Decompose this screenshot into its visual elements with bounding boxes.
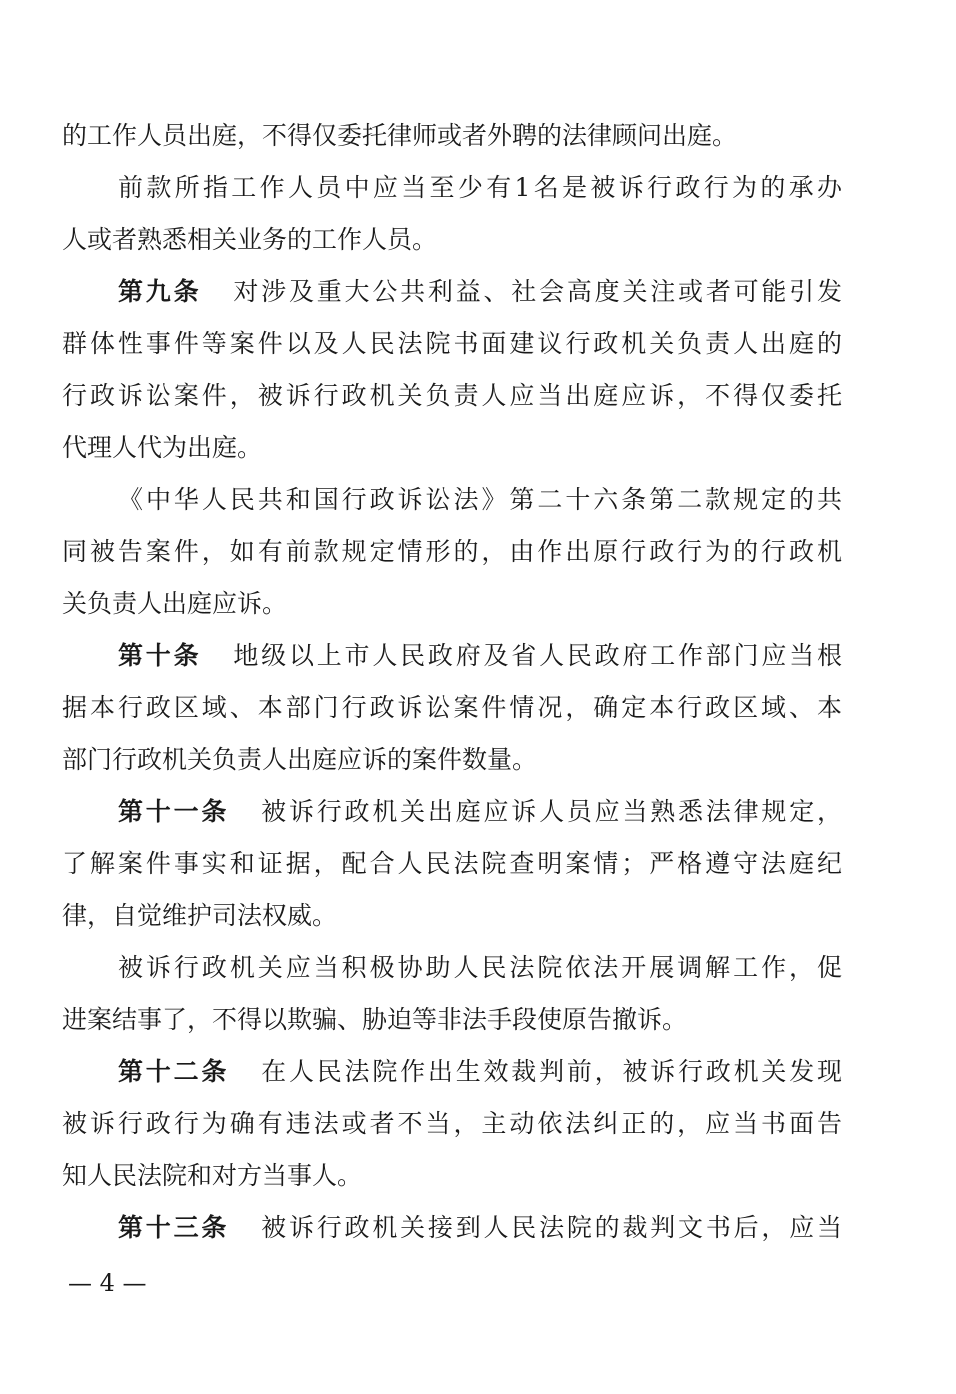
document-line	[62, 116, 842, 156]
line-text: 律，自觉维护司法权威。	[62, 901, 338, 930]
document-line	[118, 480, 842, 520]
document-line	[62, 1156, 842, 1196]
line-text: 了解案件事实和证据，配合人民法院查明案情；严格遵守法庭纪	[62, 849, 842, 878]
line-text: 在人民法院作出生效裁判前，被诉行政机关发现	[261, 1057, 842, 1086]
article-9-first-line	[118, 272, 842, 312]
article-heading: 第九条	[118, 277, 202, 306]
document-line	[62, 688, 842, 728]
line-text: 据本行政区域、本部门行政诉讼案件情况，确定本行政区域、本	[62, 693, 842, 722]
line-text: 关负责人出庭应诉。	[62, 589, 288, 618]
article-heading: 第十条	[118, 641, 202, 670]
document-line	[62, 1000, 842, 1040]
document-line	[62, 532, 842, 572]
line-text: 前款所指工作人员中应当至少有1名是被诉行政行为的承办	[118, 173, 842, 202]
page-number: — 4 —	[68, 1269, 147, 1297]
document-line	[62, 376, 842, 416]
document-line	[62, 324, 842, 364]
line-text: 知人民法院和对方当事人。	[62, 1161, 363, 1190]
line-text: 的工作人员出庭，不得仅委托律师或者外聘的法律顾问出庭。	[62, 121, 738, 150]
document-line	[62, 584, 842, 624]
article-heading: 第十三条	[118, 1213, 230, 1242]
document-line	[118, 168, 842, 208]
line-text: 群体性事件等案件以及人民法院书面建议行政机关负责人出庭的	[62, 329, 842, 358]
line-text: 《中华人民共和国行政诉讼法》第二十六条第二款规定的共	[118, 485, 842, 514]
article-11-first-line	[118, 792, 842, 832]
line-text: 人或者熟悉相关业务的工作人员。	[62, 225, 438, 254]
line-text: 部门行政机关负责人出庭应诉的案件数量。	[62, 745, 538, 774]
article-13-first-line	[118, 1208, 842, 1248]
line-text: 代理人代为出庭。	[62, 433, 263, 462]
article-heading: 第十二条	[118, 1057, 230, 1086]
line-text: 地级以上市人民政府及省人民政府工作部门应当根	[233, 641, 842, 670]
line-text: 被诉行政机关接到人民法院的裁判文书后，应当	[261, 1213, 842, 1242]
document-line	[62, 428, 842, 468]
line-text: 被诉行政机关出庭应诉人员应当熟悉法律规定，	[261, 797, 842, 826]
article-12-first-line	[118, 1052, 842, 1092]
line-text: 被诉行政行为确有违法或者不当，主动依法纠正的，应当书面告	[62, 1109, 842, 1138]
document-line	[62, 896, 842, 936]
line-text: 行政诉讼案件，被诉行政机关负责人应当出庭应诉，不得仅委托	[62, 381, 842, 410]
document-line	[118, 948, 842, 988]
document-line	[62, 844, 842, 884]
line-text: 被诉行政机关应当积极协助人民法院依法开展调解工作，促	[118, 953, 842, 982]
document-line	[62, 740, 842, 780]
article-10-first-line	[118, 636, 842, 676]
article-heading: 第十一条	[118, 797, 230, 826]
document-line	[62, 220, 842, 260]
document-line	[62, 1104, 842, 1144]
line-text: 进案结事了，不得以欺骗、胁迫等非法手段使原告撤诉。	[62, 1005, 688, 1034]
line-text: 对涉及重大公共利益、社会高度关注或者可能引发	[233, 277, 842, 306]
line-text: 同被告案件，如有前款规定情形的，由作出原行政行为的行政机	[62, 537, 842, 566]
